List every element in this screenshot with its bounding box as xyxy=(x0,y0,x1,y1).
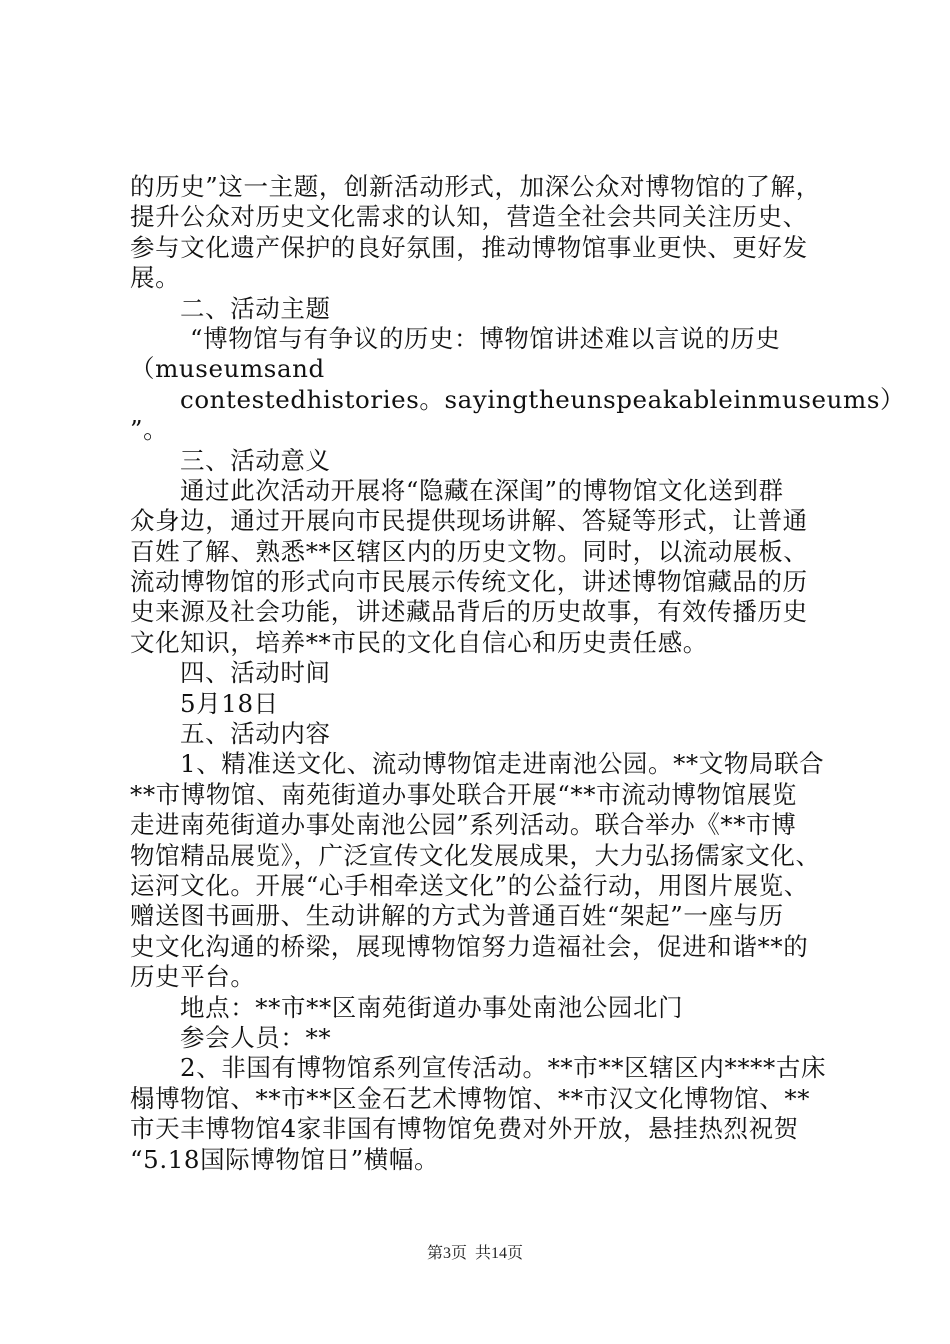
text-line: 榻博物馆、**市**区金石艺术博物馆、**市汉文化博物馆、** xyxy=(130,1083,811,1113)
text-line: 二、活动主题 xyxy=(180,293,331,323)
text-line: 展。 xyxy=(130,263,181,293)
text-line: 1、精准送文化、流动博物馆走进南池公园。**文物局联合 xyxy=(180,749,825,779)
text-line: 参与文化遗产保护的良好氛围，推动博物馆事业更快、更好发 xyxy=(130,232,808,262)
text-line: 史文化沟通的桥梁，展现博物馆努力造福社会，促进和谐**的 xyxy=(130,931,809,961)
text-line: 2、非国有博物馆系列宣传活动。**市**区辖区内****古床 xyxy=(180,1053,827,1083)
text-line: ”。 xyxy=(130,415,169,445)
document-body xyxy=(130,172,906,1175)
text-line: 历史平台。 xyxy=(130,962,256,992)
text-line: “5.18国际博物馆日”横幅。 xyxy=(130,1144,440,1174)
text-line: 提升公众对历史文化需求的认知，营造全社会共同关注历史、 xyxy=(130,202,808,232)
text-line: 通过此次活动开展将“隐藏在深闺”的博物馆文化送到群 xyxy=(180,475,784,505)
text-line: 运河文化。开展“心手相牵送文化”的公益行动，用图片展览、 xyxy=(130,870,809,900)
text-line: 赠送图书画册、生动讲解的方式为普通百姓“架起”一座与历 xyxy=(130,901,784,931)
page-footer: 第3页 共14页 xyxy=(426,1245,523,1262)
text-line: contestedhistories。sayingtheunspeakableinmuseums） xyxy=(180,384,906,414)
text-line: 地点：**市**区南苑街道办事处南池公园北门 xyxy=(180,992,684,1022)
text-line: 百姓了解、熟悉**区辖区内的历史文物。同时，以流动展板、 xyxy=(130,536,809,566)
text-line: 的历史”这一主题，创新活动形式，加深公众对博物馆的了解， xyxy=(130,172,821,201)
text-line: 五、活动内容 xyxy=(180,719,331,749)
text-line: 市天丰博物馆4家非国有博物馆免费对外开放，悬挂热烈祝贺 xyxy=(130,1114,799,1144)
text-line: 物馆精品展览》，广泛宣传文化发展成果，大力弘扬儒家文化、 xyxy=(130,840,821,870)
text-line: 参会人员：** xyxy=(180,1022,332,1052)
text-line: 流动博物馆的形式向市民展示传统文化，讲述博物馆藏品的历 xyxy=(130,567,808,597)
text-line: 史来源及社会功能，讲述藏品背后的历史故事，有效传播历史 xyxy=(130,597,808,627)
text-line: 文化知识，培养**市民的文化自信心和历史责任感。 xyxy=(130,627,708,657)
text-line: （museumsand xyxy=(130,354,325,384)
text-line: 5月18日 xyxy=(180,688,279,718)
text-line: 众身边，通过开展向市民提供现场讲解、答疑等形式，让普通 xyxy=(130,506,808,536)
text-line: **市博物馆、南苑街道办事处联合开展“**市流动博物馆展览 xyxy=(130,779,797,809)
text-line: 四、活动时间 xyxy=(180,658,331,688)
text-line: “博物馆与有争议的历史：博物馆讲述难以言说的历史 xyxy=(190,323,781,353)
text-line: 走进南苑街道办事处南池公园”系列活动。联合举办《**市博 xyxy=(130,810,797,840)
text-line: 三、活动意义 xyxy=(180,445,331,475)
